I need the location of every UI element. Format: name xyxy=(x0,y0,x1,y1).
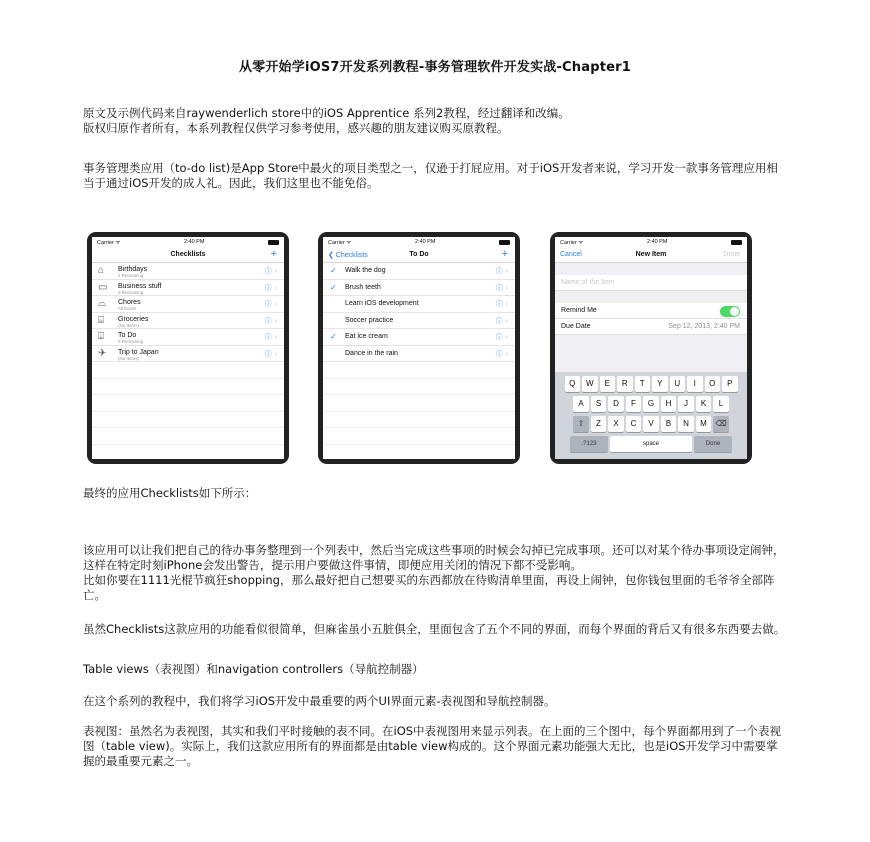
carrier-label: Carrier ᯤ xyxy=(328,240,352,246)
chevron-right-icon: › xyxy=(505,301,508,308)
key[interactable]: F xyxy=(626,396,642,412)
key[interactable]: I xyxy=(687,376,703,392)
list-icon: ⌓ xyxy=(98,298,106,309)
checklist-row[interactable] xyxy=(92,329,284,346)
time-label: 2:40 PM xyxy=(646,239,668,245)
key[interactable]: A xyxy=(573,396,589,412)
phone-checklists xyxy=(87,232,289,464)
intro-paragraph: 事务管理类应用（to-do list)是App Store中最火的项目类型之一，仅逊于打屁应用。对于iOS开发者来说，学习开发一款事务管理应用相当于通过iOS开发的成人礼。因此，我们这里也不能免俗。 xyxy=(83,161,778,190)
key[interactable]: W xyxy=(582,376,598,392)
nav-bar xyxy=(323,247,515,263)
info-icon[interactable]: ⓘ › xyxy=(264,350,277,358)
battery-icon xyxy=(499,240,510,245)
todo-title: Eat ice cream xyxy=(345,333,388,340)
due-date-value: Sep 12, 2013, 2:40 PM xyxy=(668,323,740,330)
info-icon[interactable]: ⓘ › xyxy=(495,334,508,341)
key[interactable]: Z xyxy=(591,416,607,432)
info-icon[interactable]: ⓘ › xyxy=(495,268,508,275)
add-icon[interactable]: + xyxy=(270,248,277,260)
list-icon: ✈ xyxy=(98,347,107,359)
chevron-right-icon: › xyxy=(505,350,508,358)
key[interactable]: S xyxy=(591,396,607,412)
simple-paragraph: 虽然Checklists这款应用的功能看似很简单，但麻雀虽小五脏俱全，里面包含了五个不同的界面，而每个界面的背后又有很多东西要去做。 xyxy=(83,622,786,636)
info-icon[interactable]: ⓘ › xyxy=(495,301,508,308)
key-123[interactable]: .?123 xyxy=(570,436,608,452)
todo-row[interactable] xyxy=(323,280,515,297)
checklist-title: Business stuff xyxy=(118,282,162,290)
add-icon[interactable]: + xyxy=(501,248,508,260)
carrier-label: Carrier ᯤ xyxy=(97,240,121,246)
checkmark-icon: ✓ xyxy=(330,282,337,292)
chevron-right-icon: › xyxy=(505,317,508,325)
todo-row[interactable] xyxy=(323,329,515,346)
battery-icon xyxy=(268,240,279,245)
list-icon: ⌂ xyxy=(98,265,105,276)
item-name-field[interactable] xyxy=(555,275,747,291)
todo-title: Walk the dog xyxy=(345,267,386,274)
info-icon[interactable]: ⓘ › xyxy=(264,268,277,275)
status-bar xyxy=(555,237,747,247)
remind-me-cell xyxy=(555,303,747,319)
remind-toggle[interactable] xyxy=(720,306,740,317)
checklist-row[interactable] xyxy=(92,346,284,363)
checklist-subtitle: 3 Remaining xyxy=(118,289,144,295)
remind-label: Remind Me xyxy=(561,307,597,314)
nav-title: Checklists xyxy=(170,251,206,258)
checklist-subtitle: 5 Remaining xyxy=(118,339,144,344)
chevron-right-icon: › xyxy=(274,284,277,292)
key[interactable]: N xyxy=(678,416,694,432)
todo-table xyxy=(323,263,515,445)
key[interactable]: E xyxy=(600,376,616,392)
key[interactable]: K xyxy=(696,396,712,412)
nav-bar xyxy=(555,247,747,263)
todo-title: Brush teeth xyxy=(345,283,381,291)
chevron-right-icon: › xyxy=(274,317,277,325)
item-name-placeholder: Name of the Item xyxy=(561,279,615,286)
due-date-cell[interactable] xyxy=(555,319,747,335)
nav-title: To Do xyxy=(409,251,429,258)
key-space[interactable]: space xyxy=(610,436,692,452)
key[interactable]: L xyxy=(713,396,729,412)
checklist-row[interactable] xyxy=(92,296,284,313)
source-note: 原文及示例代码来自raywenderlich store中的iOS Apprentice 系列2教程，经过翻译和改编。 版权归原作者所有，本系列教程仅供学习参考使用，感兴趣的朋友建议购买原教程。 xyxy=(83,106,570,135)
key[interactable]: B xyxy=(661,416,677,432)
checkmark-icon: ✓ xyxy=(330,266,337,275)
checklist-row[interactable] xyxy=(92,280,284,297)
key[interactable]: J xyxy=(678,396,694,412)
checklist-table xyxy=(92,263,284,445)
key[interactable]: ⌫ xyxy=(713,416,729,432)
due-date-label: Due Date xyxy=(561,323,591,330)
todo-row[interactable] xyxy=(323,313,515,330)
checklist-title: To Do xyxy=(118,332,137,339)
checklist-title: Chores xyxy=(118,299,141,306)
time-label: 2:40 PM xyxy=(414,239,436,245)
key-done[interactable]: Done xyxy=(694,436,732,452)
checklist-subtitle: All Done! xyxy=(118,306,137,311)
done-button[interactable]: Done xyxy=(723,251,740,258)
chevron-right-icon: › xyxy=(274,334,277,341)
chevron-right-icon: › xyxy=(274,301,277,308)
chevron-right-icon: › xyxy=(505,268,508,275)
back-button[interactable]: ❮ Checklists xyxy=(328,252,368,259)
chevron-right-icon: › xyxy=(274,350,277,358)
checklist-title: Groceries xyxy=(118,315,149,323)
keyboard xyxy=(555,372,747,459)
status-bar xyxy=(323,237,515,247)
key[interactable]: X xyxy=(608,416,624,432)
list-icon: ▭ xyxy=(98,281,108,293)
todo-row[interactable] xyxy=(323,346,515,363)
checklist-subtitle: (No Items) xyxy=(118,322,140,328)
key[interactable]: Q xyxy=(565,376,581,392)
section-heading: Table views（表视图）和navigation controllers（导航控制器） xyxy=(83,662,424,676)
key[interactable]: ⇧ xyxy=(573,416,589,432)
todo-title: Learn iOS development xyxy=(345,300,419,307)
key[interactable]: U xyxy=(670,376,686,392)
checklist-subtitle: 2 Remaining xyxy=(118,273,144,278)
checklist-row[interactable] xyxy=(92,263,284,280)
key[interactable]: Y xyxy=(652,376,668,392)
list-icon: ⌸ xyxy=(98,314,104,326)
checklist-row[interactable] xyxy=(92,313,284,330)
key[interactable]: C xyxy=(626,416,642,432)
phone-todo xyxy=(318,232,520,464)
list-icon: ⍗ xyxy=(98,331,104,342)
usage-paragraph: 该应用可以让我们把自己的待办事务整理到一个列表中，然后当完成这些事项的时候会勾掉已完成事项。还可以对某个待办事项设定闹钟，这样在特定时刻iPhone会发出警告，提示用户要做这件事情，即便应用关闭的情况下都不受影响。 比如你要在1111光棍节疯狂shopping，那么最好把自己想要买的东西都放在待购清单里面，再设上闹钟，包你钱包里面的毛爷爷全部阵亡。 xyxy=(83,543,785,602)
nav-bar xyxy=(92,247,284,263)
checklist-subtitle: (No Items) xyxy=(118,355,140,361)
key[interactable]: P xyxy=(722,376,738,392)
checkmark-icon: ✓ xyxy=(330,332,337,341)
todo-title: Soccer practice xyxy=(345,316,394,324)
info-icon[interactable]: ⓘ › xyxy=(264,301,277,308)
todo-row[interactable] xyxy=(323,263,515,280)
battery-icon xyxy=(731,240,742,245)
info-icon[interactable]: ⓘ › xyxy=(495,284,508,292)
checklist-title: Trip to Japan xyxy=(118,348,159,356)
key[interactable]: R xyxy=(617,376,633,392)
key[interactable]: G xyxy=(643,396,659,412)
carrier-label: Carrier ᯤ xyxy=(560,240,584,246)
page-title: 从零开始学iOS7开发系列教程-事务管理软件开发实战-Chapter1 xyxy=(238,60,632,75)
info-icon[interactable]: ⓘ › xyxy=(264,317,277,325)
chevron-right-icon: › xyxy=(505,334,508,341)
tableview-paragraph: 表视图：虽然名为表视图，其实和我们平时接触的表不同。在iOS中表视图用来显示列表。在上面的三个图中，每个界面都用到了一个表视图（table view)。实际上，我们这款应用所有的界面都是由table view构成的。这个界面元素功能强大无比，也是iOS开发学习中需要掌握的最重要元素之一。 xyxy=(83,724,782,768)
key[interactable]: D xyxy=(608,396,624,412)
key[interactable]: M xyxy=(696,416,712,432)
final-app-caption: 最终的应用Checklists如下所示： xyxy=(83,486,257,500)
key[interactable]: T xyxy=(635,376,651,392)
key[interactable]: H xyxy=(661,396,677,412)
info-icon[interactable]: ⓘ › xyxy=(264,334,277,341)
time-label: 2:40 PM xyxy=(183,239,205,245)
phone-new-item xyxy=(550,232,752,464)
key[interactable]: V xyxy=(643,416,659,432)
todo-title: Dance in the rain xyxy=(345,349,398,357)
status-bar xyxy=(92,237,284,247)
checklist-title: Birthdays xyxy=(118,266,148,273)
info-icon[interactable]: ⓘ › xyxy=(264,284,277,292)
info-icon[interactable]: ⓘ › xyxy=(495,350,508,358)
chevron-right-icon: › xyxy=(505,284,508,292)
series-paragraph: 在这个系列的教程中，我们将学习iOS开发中最重要的两个UI界面元素-表视图和导航控制器。 xyxy=(83,694,556,708)
todo-row[interactable] xyxy=(323,296,515,313)
key[interactable]: O xyxy=(705,376,721,392)
nav-title: New Item xyxy=(635,251,667,258)
info-icon[interactable]: ⓘ › xyxy=(495,317,508,325)
cancel-button[interactable]: Cancel xyxy=(560,251,582,258)
chevron-right-icon: › xyxy=(274,268,277,275)
